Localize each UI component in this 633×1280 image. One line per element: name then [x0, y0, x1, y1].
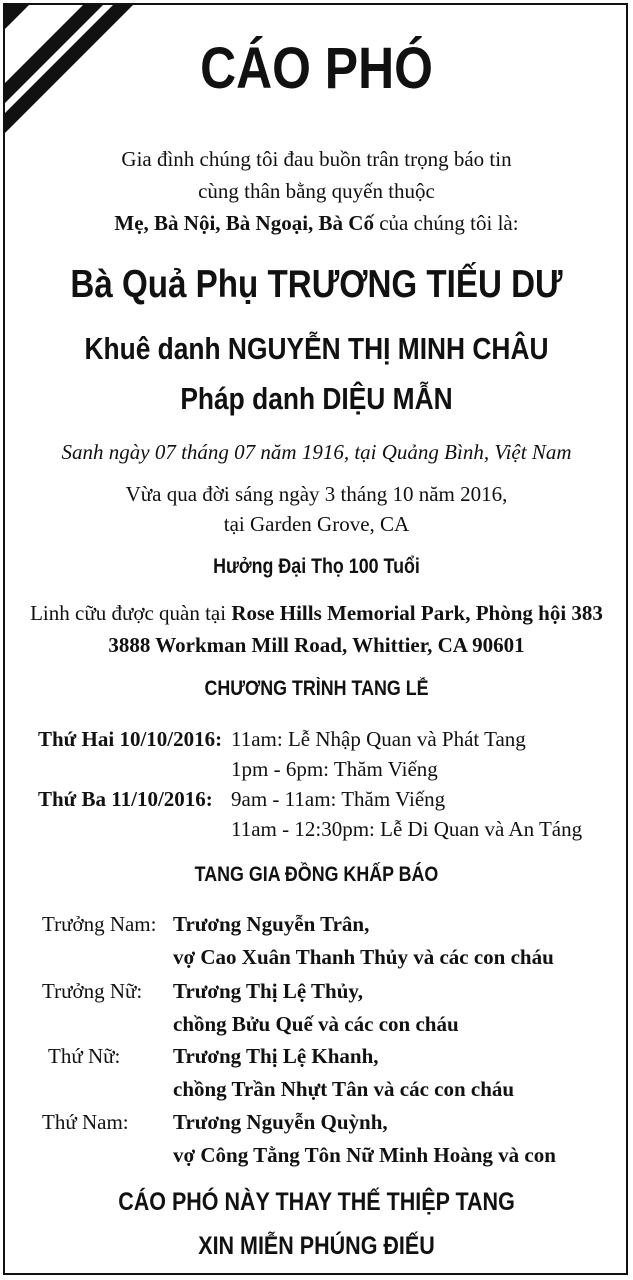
age-statement: Hưởng Đại Thọ 100 Tuổi: [213, 555, 420, 578]
intro-line-3: [0, 210, 633, 236]
program-day-2-event-2: 11am - 12:30pm: Lễ Di Quan và An Táng: [231, 817, 583, 841]
birth-info: Sanh ngày 07 tháng 07 năm 1916, tại Quảng Bình, Việt Nam: [61, 440, 572, 464]
family-spouse-4: vợ Công Tằng Tôn Nữ Minh Hoàng và con: [173, 1143, 556, 1167]
family-member-2: Trương Thị Lệ Thủy,: [173, 979, 363, 1003]
footer-line-2: XIN MIỄN PHÚNG ĐIẾU: [198, 1232, 435, 1260]
deceased-name: Bà Quả Phụ TRƯƠNG TIẾU DƯ: [70, 263, 563, 306]
family-role-3: Thứ Nữ:: [48, 1044, 121, 1068]
relations-text: Mẹ, Bà Nội, Bà Ngoại, Bà Cố: [114, 211, 374, 235]
death-info-line-1: Vừa qua đời sáng ngày 3 tháng 10 năm 2016,: [125, 482, 508, 506]
family-heading: TANG GIA ĐỒNG KHẤP BÁO: [194, 863, 439, 886]
location-prefix: Linh cữu được quàn tại: [30, 601, 232, 625]
family-role-4: Thứ Nam:: [42, 1110, 129, 1134]
family-spouse-2: chồng Bửu Quế và các con cháu: [173, 1012, 459, 1036]
family-member-1: Trương Nguyễn Trân,: [173, 912, 370, 936]
memorial-address: 3888 Workman Mill Road, Whittier, CA 90601: [108, 633, 525, 657]
family-role-1: Trưởng Nam:: [42, 912, 157, 936]
notice-title: CÁO PHÓ: [200, 36, 433, 101]
intro-suffix: của chúng tôi là:: [373, 211, 519, 235]
family-member-3: Trương Thị Lệ Khanh,: [173, 1044, 379, 1068]
family-member-4: Trương Nguyễn Quỳnh,: [173, 1110, 388, 1134]
program-day-2-event-1: 9am - 11am: Thăm Viếng: [231, 787, 446, 811]
intro-line-2: cùng thân bằng quyến thuộc: [198, 179, 435, 203]
family-spouse-3: chồng Trần Nhựt Tân và các con cháu: [173, 1077, 515, 1101]
program-heading: CHƯƠNG TRÌNH TANG LỄ: [204, 677, 429, 700]
intro-line-1: Gia đình chúng tôi đau buồn trân trọng báo tin: [121, 147, 512, 171]
viewing-location: [0, 600, 633, 626]
program-day-2: Thứ Ba 11/10/2016:: [38, 787, 213, 811]
dharma-name: Pháp danh DIỆU MẪN: [180, 381, 453, 416]
memorial-park-name: Rose Hills Memorial Park, Phòng hội 383: [231, 601, 603, 625]
maiden-name: Khuê danh NGUYỄN THỊ MINH CHÂU: [84, 331, 549, 366]
family-spouse-1: vợ Cao Xuân Thanh Thủy và các con cháu: [173, 945, 554, 969]
program-day-1-event-2: 1pm - 6pm: Thăm Viếng: [231, 757, 438, 781]
death-info-line-2: tại Garden Grove, CA: [223, 512, 410, 536]
program-day-1: Thứ Hai 10/10/2016:: [38, 727, 223, 751]
family-role-2: Trưởng Nữ:: [42, 979, 143, 1003]
program-day-1-event-1: 11am: Lễ Nhập Quan và Phát Tang: [231, 727, 526, 751]
footer-line-1: CÁO PHÓ NÀY THAY THẾ THIỆP TANG: [118, 1188, 515, 1216]
